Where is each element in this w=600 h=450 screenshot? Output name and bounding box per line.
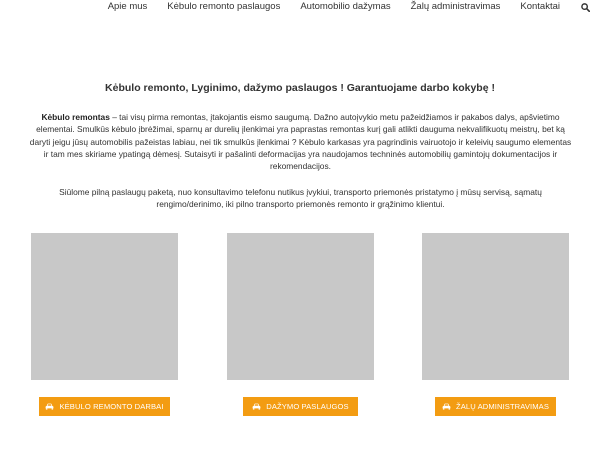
- search-icon[interactable]: [570, 3, 600, 12]
- services-paragraph: Siūlome pilną paslaugų paketą, nuo konsultavimo telefonu nutikus įvykiui, transporto priemonės pristatymo į mūsų servisą, sąmatų rengimo/derinimo, iki pilno transporto priemonės remonto ir grąžinimo klientui.: [59, 187, 542, 210]
- intro-text: – tai visų pirma remontas, įtakojantis eismo saugumą. Dažno autoįvykio metu pažeidžiamos ir pakabos dalys, apšvietimo elementai. Smulkūs kėbulo įbrėžimai, sparnų ar durelių įlenkimai yra paprastas remontas kurį gali atlikti dauguma nekvalifikuotų meistrų, bet ką daryti jeigu jūsų automobilis pažeistas labiau, nei tik smulkūs įlenkimai ? Kėbulo karkasas yra pagrindinis vairuotojo ir keleivių saugumo elementas ir tam mes skiriame ypatingą dėmesį. Sutaisyti ir pašalinti deformacijas yra naudojamos techninės automobilių gamintojų dokumentacijos ir rekomendacijos.: [29, 112, 572, 172]
- button-label: DAŽYMO PASLAUGOS: [266, 402, 349, 411]
- nav-item-apie-mus[interactable]: Apie mus: [107, 1, 148, 12]
- dazymo-paslaugos-button[interactable]: [243, 397, 358, 416]
- nav-item-kebulo-remonto-paslaugos[interactable]: Kėbulo remonto paslaugos: [167, 1, 281, 12]
- service-image-dazymas: [227, 233, 374, 380]
- nav-item-kontaktai[interactable]: Kontaktai: [520, 1, 560, 12]
- nav-item-automobilio-dazymas[interactable]: Automobilio dažymas: [300, 1, 391, 12]
- button-label: KĖBULO REMONTO DARBAI: [59, 402, 164, 411]
- service-image-zalu-administravimas: [422, 233, 569, 380]
- intro-paragraph: [28, 111, 573, 172]
- car-icon: [45, 403, 54, 410]
- car-icon: [252, 403, 261, 410]
- page-heading: Kėbulo remonto, Lyginimo, dažymo paslaugos ! Garantuojame darbo kokybę !: [105, 82, 495, 94]
- button-label: ŽALŲ ADMINISTRAVIMAS: [456, 402, 549, 411]
- zalu-administravimas-button[interactable]: [435, 397, 556, 416]
- kebulo-remonto-darbai-button[interactable]: [39, 397, 170, 416]
- top-navigation: [108, 0, 600, 14]
- car-icon: [442, 403, 451, 410]
- intro-bold-term: Kėbulo remontas: [41, 112, 110, 122]
- service-image-kebulo-remontas: [31, 233, 178, 380]
- nav-item-zalu-administravimas[interactable]: Žalų administravimas: [410, 1, 501, 12]
